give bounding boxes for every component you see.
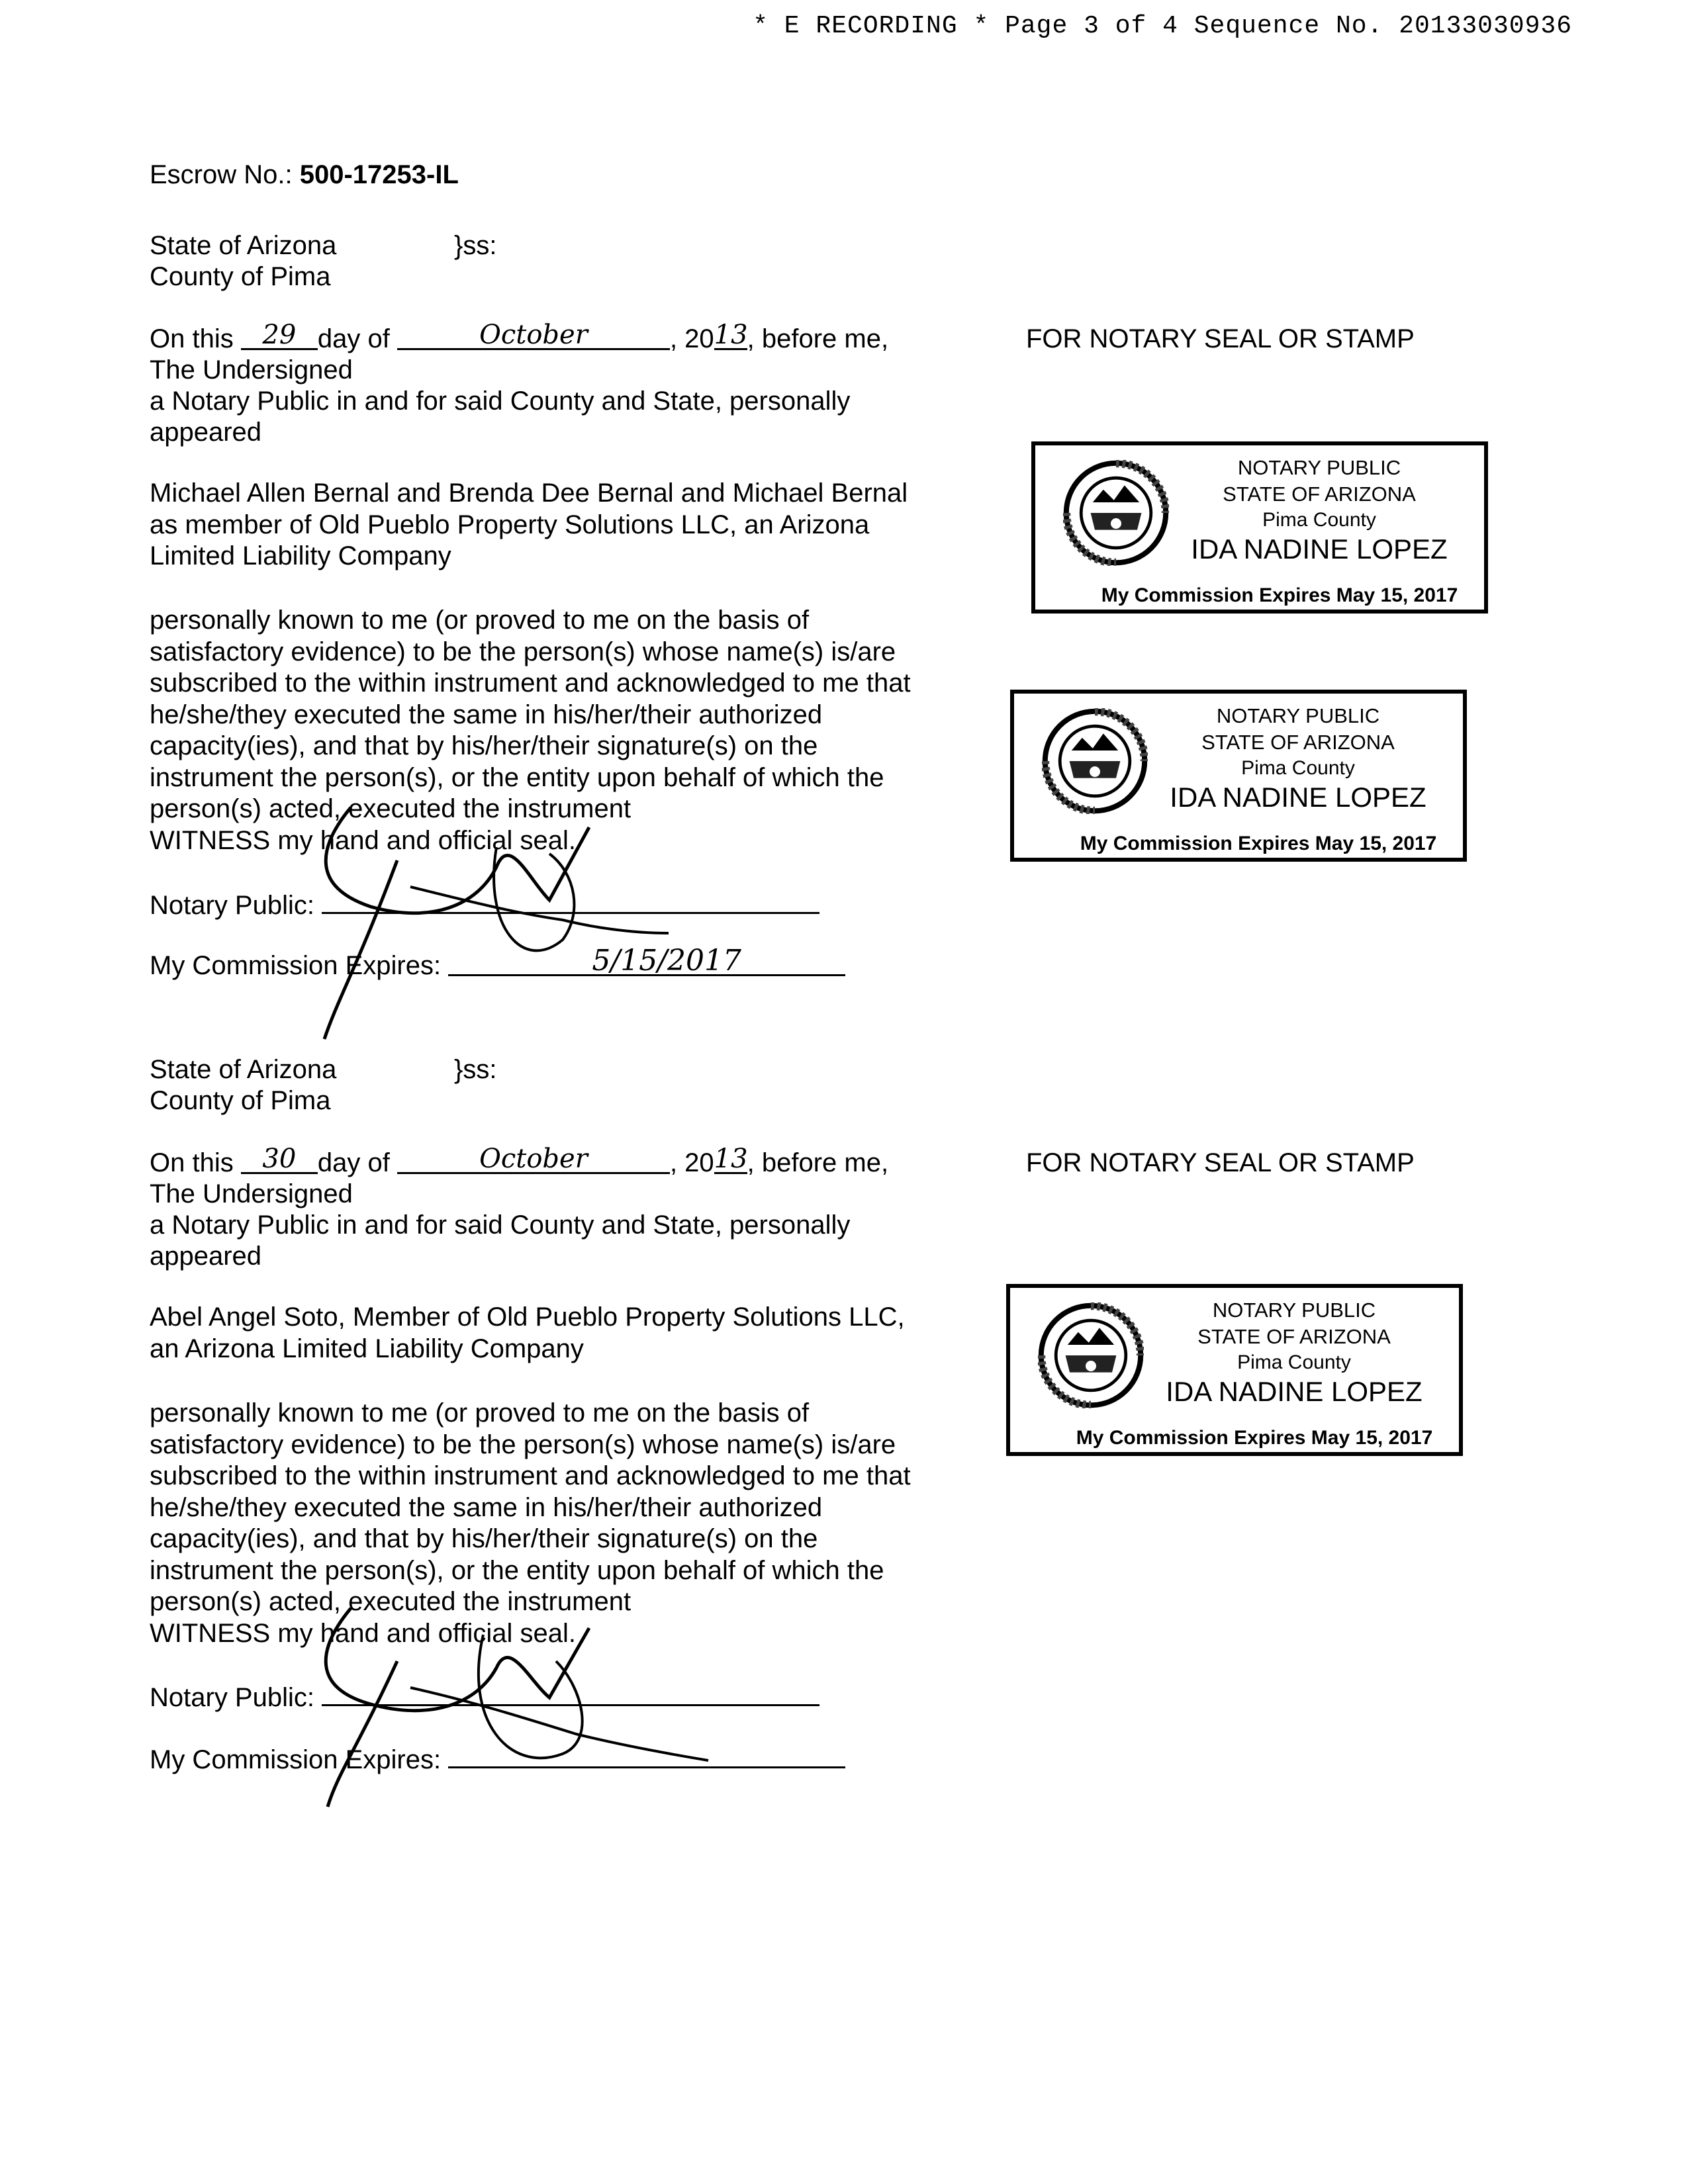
arizona-state-seal-icon (1063, 460, 1169, 566)
stamp-expires: My Commission Expires May 15, 2017 (1101, 584, 1458, 606)
date-line (150, 1144, 889, 1179)
ack-line: instrument the person(s), or the entity upon behalf of which the (150, 1555, 884, 1585)
stamp-line-2: STATE OF ARIZONA (1201, 731, 1395, 754)
signer-names (150, 478, 908, 572)
arizona-state-seal-icon (1042, 708, 1148, 814)
year-prefix: , 20 (669, 324, 714, 353)
stamp-line-2: STATE OF ARIZONA (1223, 482, 1416, 506)
stamp-name: IDA NADINE LOPEZ (1166, 1376, 1423, 1407)
notary-appearance-line-2: appeared (150, 418, 262, 447)
undersigned-label: The Undersigned (150, 355, 353, 385)
stamp-text (1168, 455, 1471, 566)
ack-line: personally known to me (or proved to me on the basis of (150, 1398, 810, 1428)
notary-stamp (1031, 441, 1488, 614)
before-me-label: , before me, (747, 1148, 889, 1177)
ack-line: instrument the person(s), or the entity upon behalf of which the (150, 762, 884, 792)
county-label: County of Pima (150, 1086, 331, 1115)
ack-line: satisfactory evidence) to be the person(s) whose name(s) is/are (150, 1430, 896, 1459)
ack-line: subscribed to the within instrument and acknowledged to me that (150, 1461, 911, 1490)
ack-line: WITNESS my hand and official seal. (150, 1618, 576, 1648)
signer-name-line: Michael Allen Bernal and Brenda Dee Bernal and Michael Bernal (150, 478, 908, 508)
year-value: 13 (714, 320, 748, 350)
notary-stamp (1010, 690, 1467, 862)
month-field (397, 1144, 670, 1174)
signer-name-line: Limited Liability Company (150, 541, 451, 570)
state-label: State of Arizona (150, 1055, 337, 1084)
signer-name-line: Abel Angel Soto, Member of Old Pueblo Property Solutions LLC, (150, 1302, 905, 1332)
on-this-label: On this (150, 324, 234, 353)
state-label: State of Arizona (150, 231, 337, 260)
stamp-text (1146, 703, 1450, 814)
day-field (241, 320, 318, 350)
commission-label: My Commission Expires: (150, 1745, 442, 1774)
stamp-line-1: NOTARY PUBLIC (1237, 456, 1401, 479)
ack-line: satisfactory evidence) to be the person(s) whose name(s) is/are (150, 637, 896, 666)
ack-line: person(s) acted, executed the instrument (150, 794, 631, 823)
on-this-label: On this (150, 1148, 234, 1177)
ack-line: he/she/they executed the same in his/her/their authorized (150, 1492, 823, 1522)
notary-signature-1 (298, 781, 761, 1046)
notary-public-label: Notary Public: (150, 891, 314, 920)
county-label: County of Pima (150, 262, 331, 291)
arizona-state-seal-icon (1038, 1302, 1144, 1408)
month-field (397, 320, 670, 350)
notary-appearance-line-1: a Notary Public in and for said County and State, personally (150, 387, 851, 416)
stamp-line-3: Pima County (1241, 757, 1355, 779)
notary-stamp (1006, 1284, 1463, 1456)
month-value: October (479, 320, 588, 350)
stamp-name: IDA NADINE LOPEZ (1191, 533, 1448, 565)
state-line (150, 1054, 497, 1085)
signer-names (150, 1302, 905, 1365)
seal-label: FOR NOTARY SEAL OR STAMP (1026, 324, 1415, 353)
notary-appearance-line-2: appeared (150, 1242, 262, 1271)
year-field (714, 1144, 748, 1174)
year-value: 13 (714, 1144, 748, 1174)
day-field (241, 1144, 318, 1174)
year-prefix: , 20 (669, 1148, 714, 1177)
stamp-line-2: STATE OF ARIZONA (1197, 1325, 1391, 1348)
stamp-line-3: Pima County (1262, 509, 1376, 531)
ack-line: person(s) acted, executed the instrument (150, 1587, 631, 1616)
notary-appearance-line-1: a Notary Public in and for said County and State, personally (150, 1210, 851, 1240)
stamp-text (1143, 1297, 1446, 1408)
notary-public-label: Notary Public: (150, 1683, 314, 1712)
ack-line: personally known to me (or proved to me on the basis of (150, 606, 810, 635)
day-value: 29 (262, 320, 297, 350)
escrow-label: Escrow No.: (150, 160, 293, 189)
before-me-label: , before me, (747, 324, 889, 353)
stamp-expires: My Commission Expires May 15, 2017 (1076, 1427, 1433, 1449)
ack-line: he/she/they executed the same in his/her/their authorized (150, 700, 823, 729)
commission-value: 5/15/2017 (592, 944, 741, 978)
day-of-label: day of (317, 1148, 390, 1177)
signer-name-line: as member of Old Pueblo Property Solutions LLC, an Arizona (150, 510, 870, 539)
recording-header: * E RECORDING * Page 3 of 4 Sequence No. 20133030936 (753, 12, 1572, 40)
state-line (150, 230, 497, 261)
month-value: October (479, 1144, 588, 1174)
escrow-number: 500-17253-IL (299, 160, 459, 189)
commission-label: My Commission Expires: (150, 951, 442, 980)
notary-signature-2 (298, 1575, 761, 1813)
ack-line: capacity(ies), and that by his/her/their signature(s) on the (150, 731, 818, 760)
stamp-line-1: NOTARY PUBLIC (1212, 1298, 1376, 1322)
day-value: 30 (262, 1144, 297, 1174)
ss-mark: }ss: (454, 231, 497, 260)
year-field (714, 320, 748, 350)
stamp-line-3: Pima County (1237, 1351, 1351, 1373)
date-line (150, 320, 889, 355)
seal-label: FOR NOTARY SEAL OR STAMP (1026, 1148, 1415, 1177)
signer-name-line: an Arizona Limited Liability Company (150, 1334, 584, 1363)
ack-line: WITNESS my hand and official seal. (150, 825, 576, 855)
day-of-label: day of (317, 324, 390, 353)
stamp-name: IDA NADINE LOPEZ (1170, 782, 1426, 813)
stamp-line-1: NOTARY PUBLIC (1216, 704, 1380, 727)
ss-mark: }ss: (454, 1055, 497, 1084)
undersigned-label: The Undersigned (150, 1179, 353, 1208)
escrow-line (150, 159, 459, 191)
stamp-expires: My Commission Expires May 15, 2017 (1080, 833, 1437, 854)
ack-line: capacity(ies), and that by his/her/their signature(s) on the (150, 1524, 818, 1553)
ack-line: subscribed to the within instrument and acknowledged to me that (150, 668, 911, 698)
